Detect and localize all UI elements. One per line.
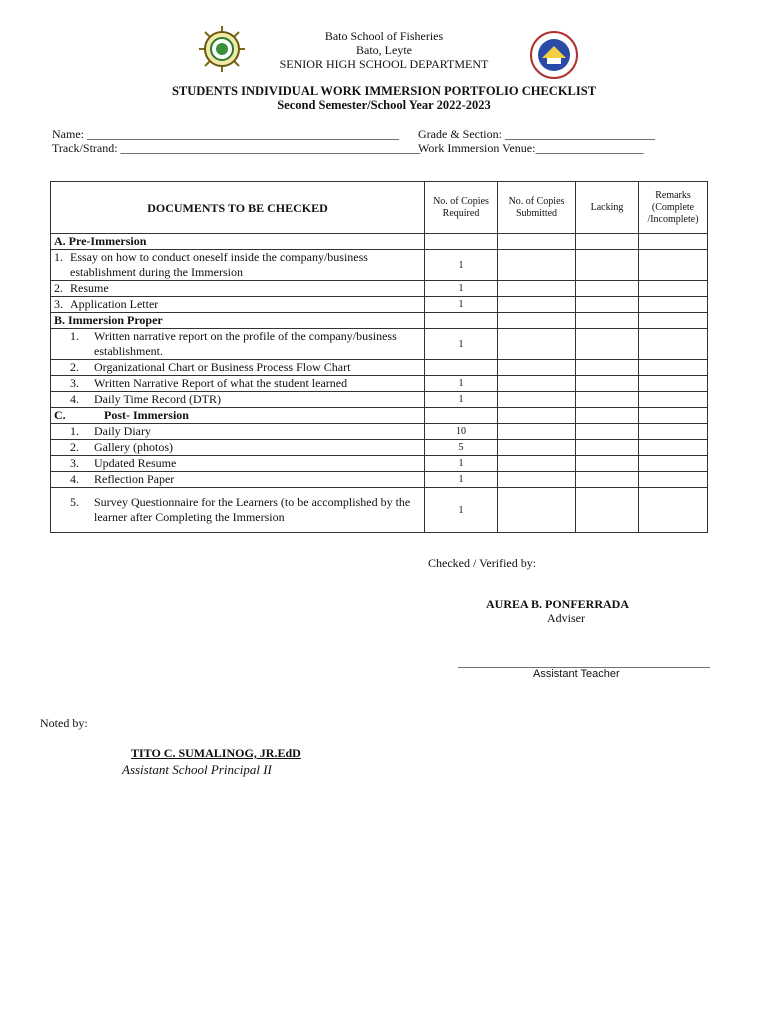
remarks-cell[interactable] (639, 376, 708, 392)
work-immersion-venue-field[interactable]: Work Immersion Venue:__________________ (418, 141, 644, 155)
copies-submitted-cell[interactable] (498, 281, 576, 297)
assistant-signature-line[interactable]: __________________________________________ (458, 655, 710, 669)
lacking-cell[interactable] (576, 297, 639, 313)
copies-required: 5 (425, 440, 498, 456)
item-text: Reflection Paper (94, 472, 175, 486)
section-immersion-proper: B. Immersion Proper (51, 313, 425, 329)
header-copies-required: No. of Copies Required (425, 182, 498, 234)
section-row (51, 408, 708, 424)
table-row (51, 329, 708, 360)
copies-submitted-cell[interactable] (498, 250, 576, 281)
copies-required: 1 (425, 376, 498, 392)
copies-required: 10 (425, 424, 498, 440)
lacking-cell[interactable] (576, 424, 639, 440)
table-row (51, 281, 708, 297)
section-letter: C. (54, 408, 66, 422)
item-text: Application Letter (70, 297, 159, 311)
copies-submitted-cell[interactable] (498, 297, 576, 313)
copies-required: 1 (425, 488, 498, 533)
copies-submitted-cell[interactable] (498, 440, 576, 456)
item-number: 3. (54, 297, 63, 311)
table-row (51, 440, 708, 456)
item-text: Updated Resume (94, 456, 177, 470)
lacking-cell[interactable] (576, 329, 639, 360)
principal-title: Assistant School Principal II (122, 762, 272, 777)
table-row (51, 424, 708, 440)
copies-submitted-cell[interactable] (498, 488, 576, 533)
lacking-cell[interactable] (576, 392, 639, 408)
remarks-cell[interactable] (639, 488, 708, 533)
remarks-cell[interactable] (639, 424, 708, 440)
section-row (51, 234, 708, 250)
copies-required: 1 (425, 329, 498, 360)
remarks-cell[interactable] (639, 297, 708, 313)
copies-required: 1 (425, 281, 498, 297)
page-subtitle: Second Semester/School Year 2022-2023 (277, 98, 491, 112)
copies-submitted-cell[interactable] (498, 424, 576, 440)
section-pre-immersion: A. Pre-Immersion (51, 234, 425, 250)
lacking-cell[interactable] (576, 360, 639, 376)
remarks-cell[interactable] (639, 329, 708, 360)
copies-required: 1 (425, 472, 498, 488)
table-row (51, 456, 708, 472)
copies-required: 1 (425, 392, 498, 408)
item-text: Survey Questionnaire for the Learners (to be accomplished by the learner after Completing the Immersion (94, 495, 411, 524)
portfolio-checklist-table (50, 181, 708, 533)
remarks-cell[interactable] (639, 472, 708, 488)
grade-section-field[interactable]: Grade & Section: _________________________ (418, 127, 655, 141)
item-text: Daily Diary (94, 424, 151, 438)
remarks-cell[interactable] (639, 440, 708, 456)
header-remarks: Remarks (Complete /Incomplete) (639, 182, 708, 234)
school-name: Bato School of Fisheries (324, 29, 444, 43)
table-row (51, 472, 708, 488)
item-number: 3. (70, 376, 79, 390)
table-row (51, 488, 708, 533)
remarks-cell[interactable] (639, 392, 708, 408)
page-title: STUDENTS INDIVIDUAL WORK IMMERSION PORTFOLIO CHECKLIST (171, 84, 597, 98)
copies-submitted-cell[interactable] (498, 472, 576, 488)
item-number: 3. (70, 456, 79, 470)
item-number: 2. (70, 440, 79, 454)
table-header-row (51, 182, 708, 234)
table-row (51, 392, 708, 408)
copies-submitted-cell[interactable] (498, 392, 576, 408)
header-lacking: Lacking (576, 182, 639, 234)
section-title: Post- Immersion (104, 408, 189, 422)
item-number: 2. (54, 281, 63, 295)
item-number: 1. (54, 250, 63, 264)
remarks-cell[interactable] (639, 360, 708, 376)
name-field[interactable]: Name: ____________________________________________________ (52, 127, 399, 141)
item-text: Organizational Chart or Business Process Flow Chart (94, 360, 351, 374)
table-row (51, 297, 708, 313)
remarks-cell[interactable] (639, 250, 708, 281)
track-strand-field[interactable]: Track/Strand: __________________________________________________ (52, 141, 421, 155)
school-location: Bato, Leyte (356, 43, 412, 57)
copies-required (425, 360, 498, 376)
item-text: Gallery (photos) (94, 440, 173, 454)
item-number: 1. (70, 424, 79, 438)
remarks-cell[interactable] (639, 281, 708, 297)
item-text: Resume (70, 281, 109, 295)
copies-submitted-cell[interactable] (498, 360, 576, 376)
lacking-cell[interactable] (576, 456, 639, 472)
checked-verified-label: Checked / Verified by: (428, 556, 537, 570)
item-number: 1. (70, 329, 79, 343)
copies-required: 1 (425, 250, 498, 281)
item-number: 4. (70, 472, 79, 486)
principal-name: TITO C. SUMALINOG, JR.EdD (131, 746, 301, 760)
copies-required: 1 (425, 456, 498, 472)
lacking-cell[interactable] (576, 376, 639, 392)
remarks-cell[interactable] (639, 456, 708, 472)
item-text: Written Narrative Report of what the student learned (94, 376, 348, 390)
item-number: 5. (70, 495, 79, 509)
table-row (51, 250, 708, 281)
copies-required: 1 (425, 297, 498, 313)
section-post-immersion (51, 408, 425, 424)
assistant-teacher-title: Assistant Teacher (533, 668, 620, 680)
noted-by-label: Noted by: (40, 716, 88, 730)
lacking-cell[interactable] (576, 281, 639, 297)
lacking-cell[interactable] (576, 440, 639, 456)
lacking-cell[interactable] (576, 488, 639, 533)
item-number: 2. (70, 360, 79, 374)
item-number: 4. (70, 392, 79, 406)
header-copies-submitted: No. of Copies Submitted (498, 182, 576, 234)
header-documents: DOCUMENTS TO BE CHECKED (51, 182, 425, 234)
lacking-cell[interactable] (576, 472, 639, 488)
copies-submitted-cell[interactable] (498, 456, 576, 472)
item-text: Essay on how to conduct oneself inside the company/business establishment during the Immersion (70, 250, 368, 279)
section-row (51, 313, 708, 329)
item-text: Daily Time Record (DTR) (94, 392, 221, 406)
item-text: Written narrative report on the profile of the company/business establishment. (94, 329, 397, 358)
adviser-name: AUREA B. PONFERRADA (486, 597, 630, 611)
copies-submitted-cell[interactable] (498, 329, 576, 360)
table-row (51, 360, 708, 376)
adviser-title: Adviser (547, 611, 585, 625)
copies-submitted-cell[interactable] (498, 376, 576, 392)
lacking-cell[interactable] (576, 250, 639, 281)
department-name: SENIOR HIGH SCHOOL DEPARTMENT (279, 57, 489, 71)
table-row (51, 376, 708, 392)
